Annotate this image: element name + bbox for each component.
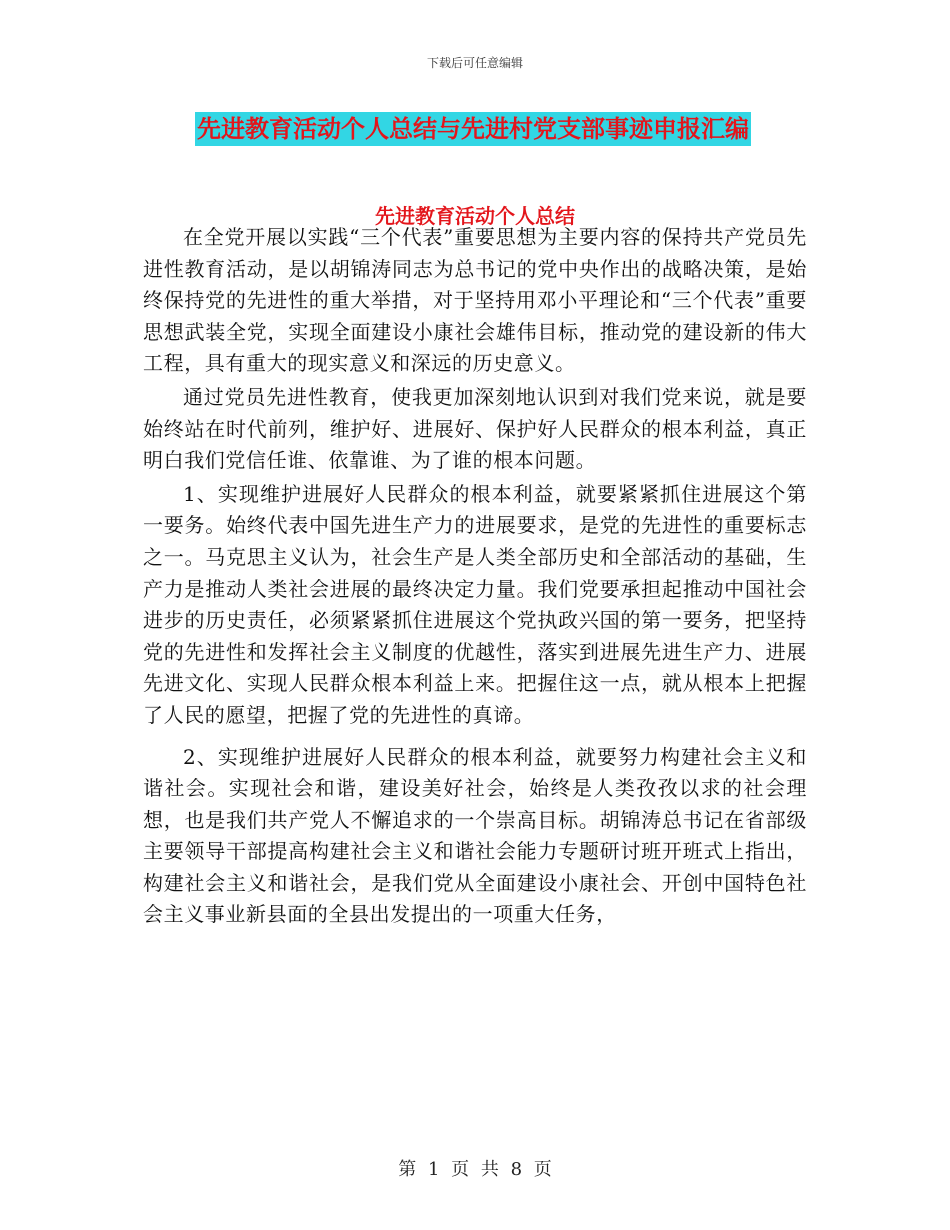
header-note: 下载后可任意编辑 [426, 56, 523, 70]
paragraph-1: 在全党开展以实践“三个代表”重要思想为主要内容的保持共产党员先进性教育活动，是以胡锦涛同志为总书记的党中央作出的战略决策，是始终保持党的先进性的重大举措，对于坚持用邓小平理论和“三个代表”重要思想武装全党，实现全面建设小康社会雄伟目标，推动党的建设新的伟大工程，具有重大的现实意义和深远的历史意义。 [143, 225, 807, 376]
section-title: 先进教育活动个人总结 [375, 204, 575, 228]
paragraph-2: 通过党员先进性教育，使我更加深刻地认识到对我们党来说，就是要始终站在时代前列，维护好、进展好、保护好人民群众的根本利益，真正明白我们党信任谁、依靠谁、为了谁的根本问题。 [143, 384, 807, 473]
body-text [143, 222, 807, 931]
paragraph-4: 2、实现维护进展好人民群众的根本利益，就要努力构建社会主义和谐社会。实现社会和谐，建设美好社会，始终是人类孜孜以求的社会理想，也是我们共产党人不懈追求的一个崇高目标。胡锦涛总书记在省部级主要领导干部提高构建社会主义和谐社会能力专题研讨班开班式上指出，构建社会主义和谐社会，是我们党从全面建设小康社会、开创中国特色社会主义事业新县面的全县出发提出的一项重大任务， [143, 744, 807, 927]
page-footer: 第 1 页 共 8 页 [398, 1159, 552, 1180]
paragraph-3: 1、实现维护进展好人民群众的根本利益，就要紧紧抓住进展这个第一要务。始终代表中国先进生产力的进展要求，是党的先进性的重要标志之一。马克思主义认为，社会生产是人类全部历史和全部活动的基础，生产力是推动人类社会进展的最终决定力量。我们党要承担起推动中国社会进步的历史责任，必须紧紧抓住进展这个党执政兴国的第一要务，把坚持党的先进性和发挥社会主义制度的优越性，落实到进展先进生产力、进展先进文化、实现人民群众根本利益上来。把握住这一点，就从根本上把握了人民的愿望，把握了党的先进性的真谛。 [143, 481, 807, 727]
document-title: 先进教育活动个人总结与先进村党支部事迹申报汇编 [195, 112, 751, 146]
